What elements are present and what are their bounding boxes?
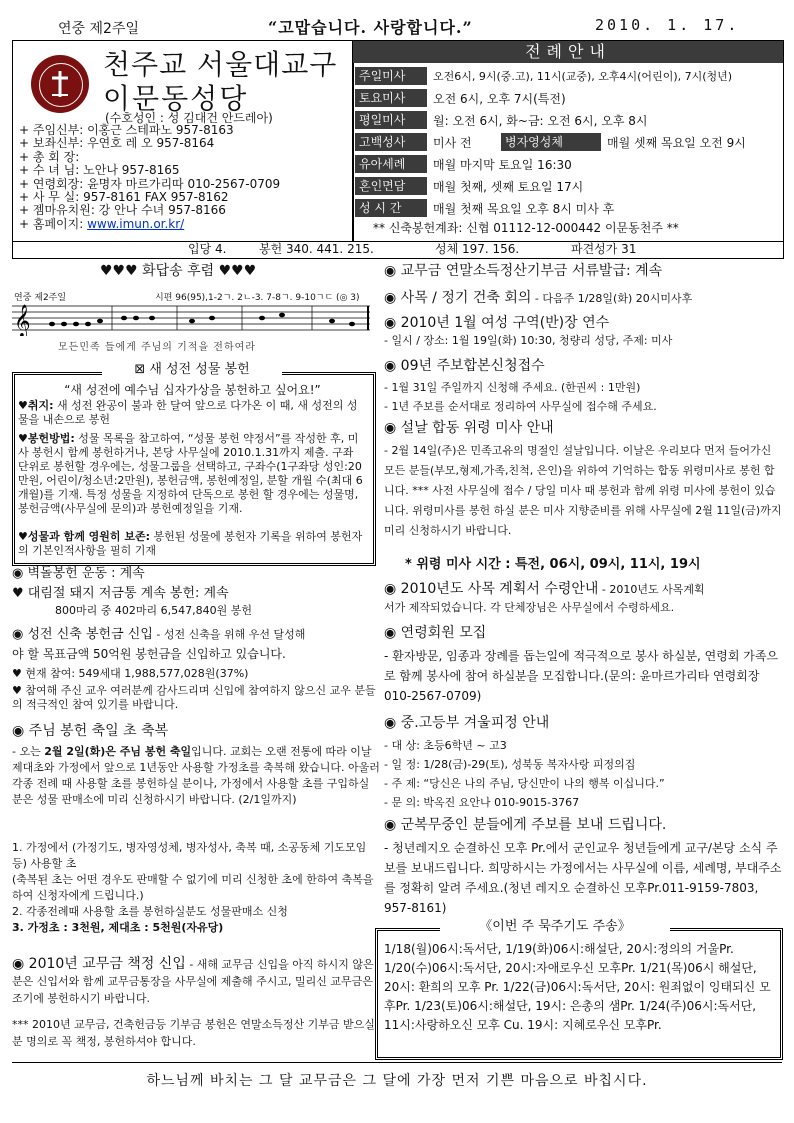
homepage-link[interactable]: www.imun.or.kr/ — [87, 216, 185, 231]
candle-text: - 오는 2월 2일(화)은 주님 봉헌 축일입니다. 교회는 오랜 전통에 따라 이날 제대초와 가정에서 앞으로 1년동안 사용할 가정초를 축복해 왔습니다. 아울러 각종 전례 때 사용할 초를 봉헌하실 분이나, 가정에서 사용할 초를 구입하실 분은 성물 판매소에 미리 신청하시기 바랍니다. (2/1일까지) — [12, 745, 380, 806]
schedule-title: 전례안내 — [353, 41, 783, 63]
rosary-title: 《이번 주 묵주기도 주송》 — [440, 918, 670, 936]
notice-title: ◉ 09년 주보합본신청접수 — [384, 358, 545, 374]
staff-row: + 보좌신부: 우연호 레 오 957-8164 — [19, 136, 215, 151]
staff-row: + 총 회 장: — [19, 149, 80, 164]
tithe-note: *** 2010년 교무금, 건축헌금등 기부금 봉헌은 연말소득정산 기부금 받으실 분 명의로 꼭 책정, 봉헌하셔야 합니다. — [12, 1018, 375, 1048]
notice-body: - 청년레지오 순결하신 모후 Pr.에서 군인교우 청년들에게 교구/본당 소식 주보를 보내드립니다. 희망하시는 가정에서는 사무실에 이름, 세례명, 부대주소를 정확히 알려 주세요.(청년 레지오 순결하신 모후Pr.011-9159-7803, 957-8161) — [384, 841, 782, 915]
list-item: 3. 가정초 : 3천원, 제대초 : 5천원(자유당) — [12, 921, 224, 934]
offertory-hymn: 봉헌 340. 441. 215. — [259, 242, 374, 256]
sacred-items-quote: “새 성전에 예수님 십자가상을 봉헌하고 싶어요!” — [64, 383, 321, 397]
schedule-row: 혼인면담 매월 첫째, 셋째 토요일 17시 — [353, 175, 783, 196]
slogan: “고맙습니다. 사랑합니다.” — [268, 18, 473, 37]
list-item: (축복된 초는 어떤 경우도 판매할 수 없기에 미리 신청한 초에 한하여 축복을 하여 신청자에게 드립니다.) — [12, 873, 374, 902]
staff-list — [19, 124, 280, 231]
schedule-row: 유아세례 매월 마지막 토요일 16:30 — [353, 153, 783, 174]
parish-title: 천주교 서울대교구 — [103, 48, 338, 81]
music-staff — [12, 300, 372, 336]
notice-body: - 일시 / 장소: 1월 19일(화) 10:30, 청량리 성당, 주제: 미사 — [384, 334, 673, 347]
svg-text:𝄞: 𝄞 — [14, 304, 31, 336]
notice-title: ◉ 연령회원 모집 — [384, 625, 487, 641]
candle-items — [12, 840, 380, 936]
fund-pledge: ◉ 성전 신축 봉헌금 신입 - 성전 신축을 위해 우선 달성해 — [12, 627, 306, 642]
notice-title: ◉ 사목 / 정기 건축 회의 - 다음주 1/28일(화) 20시미사후 — [384, 290, 693, 306]
notice-title: ◉ 설날 합동 위령 미사 안내 — [384, 420, 554, 436]
sacred-items-title: ⊠ 새 성전 성물 봉헌 — [102, 361, 282, 379]
response-title: ♥♥♥ 화답송 후렴 ♥♥♥ — [100, 263, 257, 279]
notice-body: - 2월 14일(주)은 민족고유의 명절인 설날입니다. 이날은 우리보다 먼저 들어가신 모든 분들(부모,형제,가족,친척, 은인)을 위하여 기억하는 합동 위령미사로 봉헌 합니다. *** 사전 사무실에 접수 / 당일 미사 때 봉헌과 함께 위령 미사에 봉헌이 있습니다. 위령미사를 봉헌 하실 분은 미사 지향준비를 위해 사무실에 2월 11일(금)까지 미리 신청하시기 바랍니다. — [384, 444, 782, 537]
schedule-row: 주일미사 오전6시, 9시(중.고), 11시(교중), 오후4시(어린이), 7시(청년) — [353, 65, 783, 86]
notice-body: - 환자방문, 임종과 장례를 돕는일에 적극적으로 봉사 하실분, 연령회 가족으로 함께 봉사에 참여 하실분을 모집합니다.(문의: 윤마르가리타 연령회장 010-2567-0709) — [384, 649, 779, 703]
sacred-items-method: ♥봉헌방법: 성물 목록을 참고하여, “성물 봉헌 약정서”를 작성한 후, 미사 봉헌시 함께 봉헌하거나, 본당 사무실에 2010.1.31까지 제출. 구좌 단위로 봉헌할 경우에는, 성물그룹을 선택하고, 구좌수(1구좌당 성인:20만원, 어린이/청소년:2만원), 봉헌금액, 봉헌예정일, 분할 개월 수(최대 6개월)를 기재. 특정 성물을 지정하여 단독으로 봉헌 할 경우에는 성물명, 봉헌금액(사무실에 문의)과 봉헌예정일을 기재. — [18, 432, 363, 515]
fund-status: ♥ 현재 참여: 549세대 1,988,577,028원(37%) — [12, 667, 249, 680]
staff-row: + 사 무 실: 957-8161 FAX 957-8162 — [19, 190, 229, 205]
patron-saint: (수호성인 : 성 김대건 안드레아) — [105, 111, 273, 125]
staff-row: + 젬마유치원: 강 안나 수녀 957-8166 — [19, 203, 226, 218]
schedule-row: 고백성사 미사 전 병자영성체 매월 셋째 목요일 오전 9시 — [353, 131, 783, 152]
staff-row: + 주임신부: 이홍근 스테파노 957-8163 — [19, 123, 234, 137]
parish-name: 이문동성당 — [103, 82, 249, 115]
music-week: 연중 제2주일 — [14, 293, 67, 303]
notice-title: ◉ 교무금 연말소득정산기부금 서류발급: 계속 — [384, 263, 663, 279]
piggy-bank-title: ♥ 대림절 돼지 저금통 계속 봉헌: 계속 — [12, 586, 229, 601]
notice-body: - 대 상: 초등6학년 ~ 고3 - 일 정: 1/28(금)-29(토), 성북동 복자사랑 피정의집 - 주 제: “당신은 나의 주님, 당신만이 나의 행복 이십니다.” - 문 의: 박옥진 요안나 010-9015-3767 — [384, 739, 665, 809]
entrance-hymn: 입당 4. — [188, 242, 227, 256]
footer-text: 하느님께 바치는 그 달 교무금은 그 달에 가장 먼저 기쁜 마음으로 바칩시다. — [146, 1073, 648, 1089]
week-label: 연중 제2주일 — [58, 21, 139, 37]
candle-title: ◉ 주님 봉헌 축일 초 축복 — [12, 723, 169, 739]
notice-title: ◉ 2010년 1월 여성 구역(반)장 연수 — [384, 315, 610, 331]
fund-thanks: ♥ 참여해 주신 교우 여러분께 감사드리며 신입에 참여하지 않으신 교우 분들의 적극적인 참여 있기를 바랍니다. — [12, 684, 376, 711]
hymn-bar — [12, 240, 784, 259]
brick-campaign: ◉ 벽돌봉헌 운동 : 계속 — [12, 566, 145, 581]
notice-title: ◉ 중.고등부 겨울피정 안내 — [384, 715, 550, 731]
staff-row: + 수 녀 님: 노안나 957-8165 — [19, 163, 180, 178]
homepage-row: + 홈페이지: www.imun.or.kr/ — [19, 216, 185, 231]
list-item: 1. 가정에서 (가정기도, 병자영성체, 병자성사, 축복 때, 소공동체 기도모임 등) 사용할 초 — [12, 841, 367, 870]
tithe-section: ◉ 2010년 교무금 책정 신입 - 새해 교무금 신입을 아직 하시지 않은 분은 신입서와 함께 교무금통장을 사무실에 제출해 주시고, 밀리신 교무금은 조기에 봉헌하시기 바랍니다. — [12, 956, 374, 1005]
requiem-times: * 위령 미사 시간 : 특전, 06시, 09시, 11시, 19시 — [405, 557, 701, 572]
parish-logo-icon — [31, 55, 89, 113]
fund-text: 야 할 목표금액 50억원 봉헌금을 신입하고 있습니다. — [12, 647, 286, 661]
music-lyrics: 모든민족 들에게 주님의 기적을 전하여라 — [58, 342, 256, 353]
notice-title: ◉ 군복무중인 분들에게 주보를 보내 드립니다. — [384, 817, 667, 833]
issue-date: 2010. 1. 17. — [595, 16, 740, 34]
notice-body: - 1월 31일 주일까지 신청해 주세요. (한권씨 : 1만원) - 1년 주보를 순서대로 정리하여 사무실에 접수해 주세요. — [384, 381, 657, 413]
piggy-bank-status: 800마리 중 402마리 6,547,840원 봉헌 — [55, 604, 252, 617]
parish-info-box — [12, 40, 354, 242]
recessional-hymn: 파견성가 31 — [571, 242, 637, 256]
mass-schedule — [352, 40, 784, 242]
rosary-text: 1/18(월)06시:독서단, 1/19(화)06시:해설단, 20시:정의의 거울Pr. 1/20(수)06시:독서단, 20시:자애로우신 모후Pr. 1/21(목)06시 해설단, 20시: 환희의 모후 Pr. 1/22(금)06시:독서단, 20시: 원죄없이 잉태되신 모후Pr. 1/23(토)06시:해설단, 19시: 은총의 샘Pr. 1/24(주)06시:독서단, 11시:사랑하오신 모후 Cu. 19시: 지혜로우신 모후Pr. — [384, 942, 771, 1032]
building-account: ** 신축봉헌계좌: 신협 01112-12-000442 이문동천주 ** — [373, 221, 679, 235]
notice-body: 서가 제작되었습니다. 각 단체장님은 사무실에서 수령하세요. — [384, 601, 675, 614]
schedule-row: 성 시 간 매월 첫째 목요일 오후 8시 미사 후 — [353, 197, 783, 218]
staff-row: + 연령회장: 윤명자 마르가리따 010-2567-0709 — [19, 176, 281, 191]
footer-divider — [12, 1062, 782, 1063]
notice-title: ◉ 2010년도 사목 계획서 수령안내 - 2010년도 사목계획 — [384, 581, 705, 597]
sacred-items-record: ♥성물과 함께 영원히 보존: 봉헌된 성물에 봉헌자 기록을 위하여 봉헌자의 기본인적사항을 필히 기재 — [18, 530, 363, 557]
schedule-row: 평일미사 월: 오전 6시, 화~금: 오전 6시, 오후 8시 — [353, 109, 783, 130]
list-item: 2. 각종전례때 사용할 초를 봉헌하실분도 성물판매소 신청 — [12, 905, 288, 918]
schedule-row: 토요미사 오전 6시, 오후 7시(특전) — [353, 87, 783, 108]
sacred-items-purpose: ♥취지: 새 성전 완공이 불과 한 달여 앞으로 다가온 이 때, 새 성전의 성물을 내손으로 봉헌 — [18, 399, 358, 426]
communion-hymn: 성체 197. 156. — [435, 242, 520, 256]
music-ref: 시편 96(95),1-2ㄱ. 2ㄴ-3. 7-8ㄱ. 9-10ㄱㄷ (◎ 3) — [155, 293, 360, 303]
